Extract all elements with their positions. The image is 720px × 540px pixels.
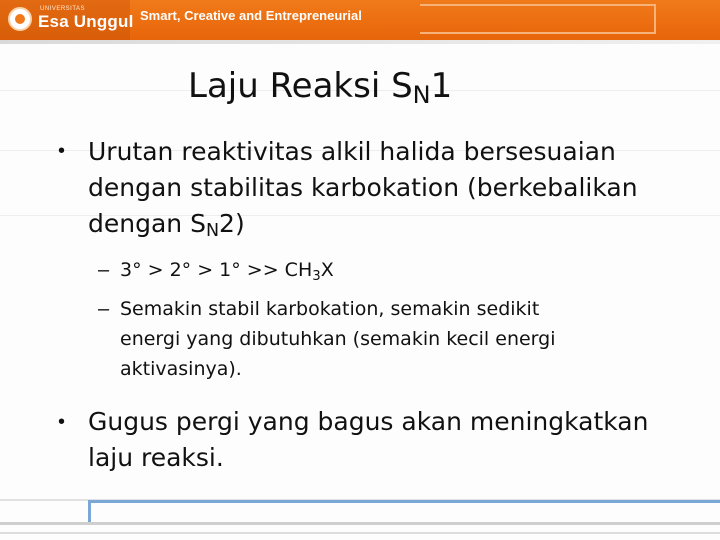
header-underline <box>0 40 720 44</box>
bullet-line: dengan stabilitas karbokation (berkebalikan <box>88 173 638 202</box>
bullet-leaving-group <box>88 404 688 476</box>
bullet-line: laju reaksi. <box>88 443 224 472</box>
header-tagline: Smart, Creative and Entrepreneurial <box>140 8 362 23</box>
bullet-line: Urutan reaktivitas alkil halida bersesuaian <box>88 137 616 166</box>
bullet-marker: • <box>58 411 66 433</box>
footer-divider <box>0 532 720 534</box>
dash-marker: – <box>98 259 110 281</box>
footer-blue-frame <box>88 500 720 522</box>
sub-bullet-line: Semakin stabil karbokation, semakin sedikit <box>120 298 540 320</box>
dash-marker: – <box>98 298 110 320</box>
sub-bullet-line: energi yang dibutuhkan (semakin kecil energi <box>120 328 556 350</box>
sub-bullet-stability <box>120 294 680 384</box>
sub-bullet-line: aktivasinya). <box>120 358 242 380</box>
logo-name: Esa Unggul <box>38 12 134 31</box>
slide-title: Laju Reaksi $S_N1$ <box>188 66 453 109</box>
bullet-marker: • <box>58 140 66 162</box>
logo-caption: UNIVERSITAS <box>40 6 86 12</box>
university-logo-icon <box>8 7 32 31</box>
footer-divider <box>0 522 720 525</box>
header-frame-decoration <box>420 4 656 34</box>
bullet-line: Gugus pergi yang bagus akan meningkatkan <box>88 407 649 436</box>
bullet-reactivity-order <box>88 134 688 242</box>
bullet-line: dengan $S_N2$) <box>88 209 245 241</box>
header-band <box>0 0 720 40</box>
sub-bullet-order: $3^\circ > 2^\circ > 1^\circ >> CH_3X$ <box>120 259 334 284</box>
